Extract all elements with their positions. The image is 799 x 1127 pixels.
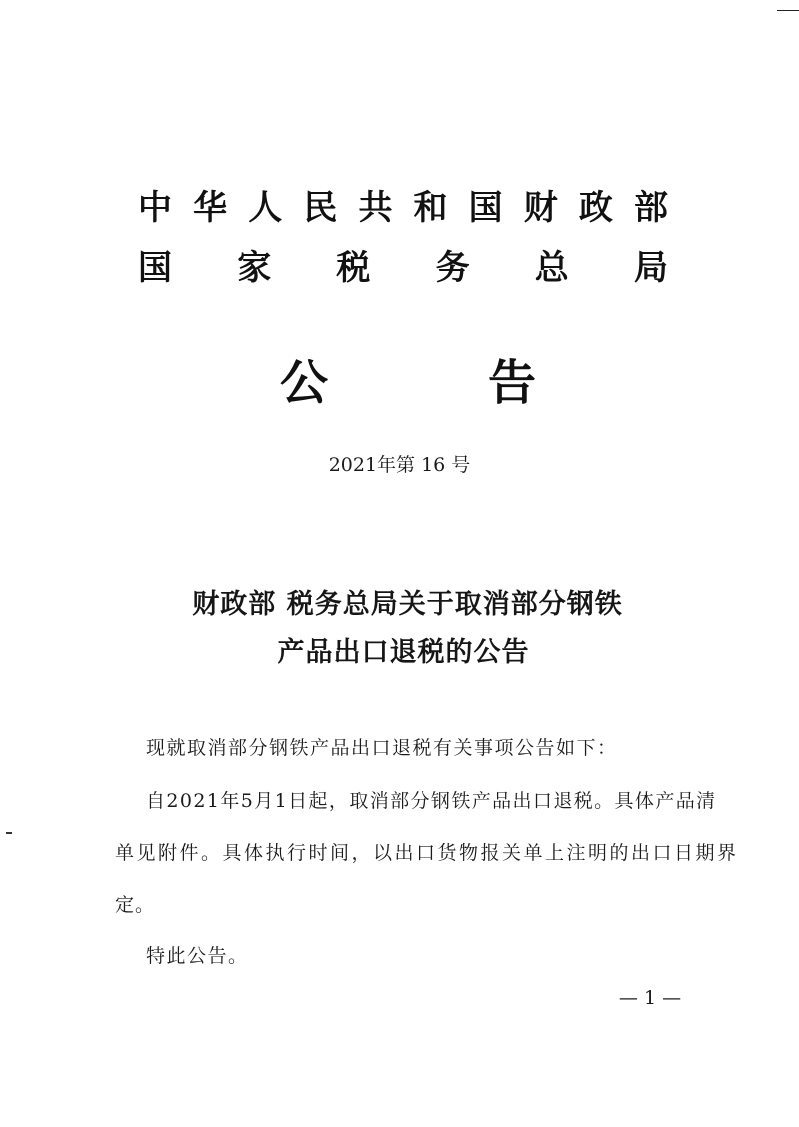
issuer-char: 和 [413, 188, 448, 228]
body-paragraph-main-line-3: 定。 [115, 894, 156, 916]
document-number: 2021年第 16 号 [328, 454, 471, 476]
issuer-char: 务 [435, 248, 470, 288]
issuer-char: 总 [534, 248, 569, 288]
issuer-char: 人 [248, 188, 283, 228]
body-paragraph-main-line-1: 自2021年5月1日起，取消部分钢铁产品出口退税。具体产品清 [146, 790, 717, 812]
issuer-char: 部 [633, 188, 668, 228]
body-paragraph-closing: 特此公告。 [146, 945, 249, 967]
issuer-char: 民 [303, 188, 338, 228]
scan-binding-mark [6, 832, 12, 834]
body-paragraph-intro: 现就取消部分钢铁产品出口退税有关事项公告如下： [146, 737, 618, 759]
body-paragraph-main-line-2: 单见附件。具体执行时间，以出口货物报关单上注明的出口日期界 [115, 842, 739, 864]
issuer-char: 税 [336, 248, 371, 288]
heading-char: 公 [280, 355, 329, 411]
issuer-char: 家 [237, 248, 272, 288]
issuer-char: 国 [138, 248, 172, 288]
notice-heading [280, 355, 536, 411]
issuer-char: 政 [578, 188, 613, 228]
document-title-line-1: 财政部 税务总局关于取消部分钢铁 [192, 589, 623, 620]
issuer-line-ministry-of-finance [138, 188, 668, 228]
page-number: — 1 — [618, 987, 682, 1009]
heading-char: 告 [487, 355, 536, 411]
document-title-line-2: 产品出口退税的公告 [277, 637, 530, 668]
issuer-char: 财 [523, 188, 558, 228]
issuer-char: 华 [193, 188, 228, 228]
issuer-char: 局 [633, 248, 668, 288]
issuer-char: 共 [358, 188, 393, 228]
issuer-char: 中 [138, 188, 172, 228]
issuer-line-tax-administration [138, 248, 668, 288]
issuer-char: 国 [468, 188, 503, 228]
scan-corner-mark [777, 10, 799, 11]
